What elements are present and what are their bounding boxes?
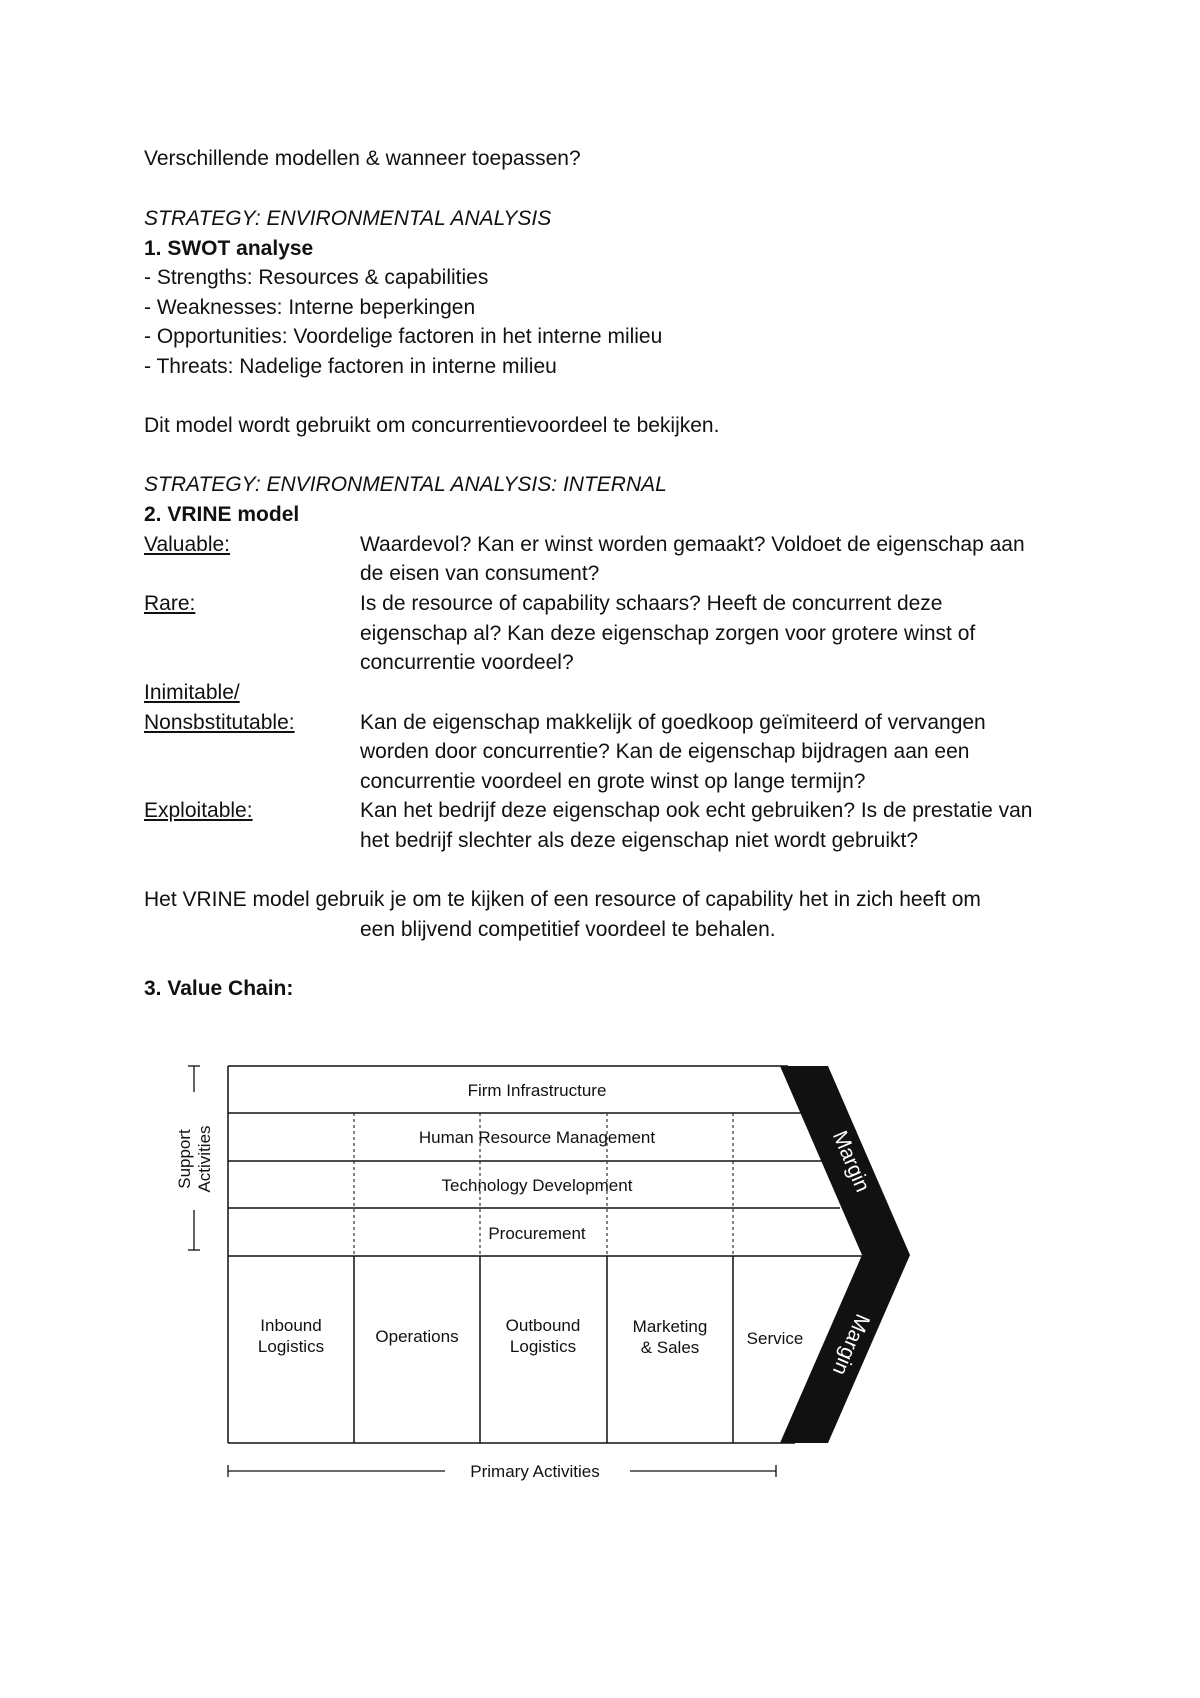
section2-conclusion-2: een blijvend competitief voordeel te behalen. — [360, 918, 776, 941]
swot-item-weaknesses: - Weaknesses: Interne beperkingen — [144, 296, 476, 319]
vrine-def-valuable-1: Waardevol? Kan er winst worden gemaakt? Voldoet de eigenschap aan — [360, 533, 1025, 556]
vrine-def-inimitable-3: concurrentie voordeel en grote winst op lange termijn? — [360, 770, 866, 793]
section3-title: 3. Value Chain: — [144, 977, 294, 1000]
value-chain-diagram — [150, 1040, 930, 1500]
support-row-technology: Technology Development — [441, 1176, 633, 1195]
primary-cell-marketing-1: Marketing — [632, 1317, 708, 1336]
vrine-def-inimitable-2: worden door concurrentie? Kan de eigenschap bijdragen aan een — [360, 740, 970, 763]
vrine-def-rare-3: concurrentie voordeel? — [360, 651, 574, 674]
section2-conclusion-1: Het VRINE model gebruik je om te kijken of een resource of capability het in zich heeft om — [144, 888, 981, 911]
swot-item-strengths: - Strengths: Resources & capabilities — [144, 266, 489, 289]
primary-cell-outbound-1: Outbound — [505, 1316, 581, 1335]
vrine-term-inimitable-2: Nonsbstitutable: — [144, 711, 295, 734]
primary-cell-operations: Operations — [375, 1327, 459, 1346]
support-activities-label-2: Activities — [195, 1125, 214, 1193]
swot-item-threats: - Threats: Nadelige factoren in interne milieu — [144, 355, 557, 378]
support-row-firm-infrastructure: Firm Infrastructure — [467, 1081, 607, 1100]
primary-cell-inbound-2: Logistics — [257, 1337, 325, 1356]
section1-category: STRATEGY: ENVIRONMENTAL ANALYSIS — [144, 207, 552, 230]
vrine-def-rare-1: Is de resource of capability schaars? Heeft de concurrent deze — [360, 592, 943, 615]
section1-title: 1. SWOT analyse — [144, 237, 314, 260]
support-row-procurement: Procurement — [488, 1224, 586, 1243]
support-activities-label-1: Support — [175, 1129, 194, 1189]
section2-title: 2. VRINE model — [144, 503, 300, 526]
primary-cell-marketing-2: & Sales — [640, 1338, 700, 1357]
vrine-term-exploitable: Exploitable: — [144, 799, 253, 822]
vrine-def-valuable-2: de eisen van consument? — [360, 562, 600, 585]
vrine-def-inimitable-1: Kan de eigenschap makkelijk of goedkoop geïmiteerd of vervangen — [360, 711, 986, 734]
support-row-hrm: Human Resource Management — [418, 1128, 656, 1147]
value-chain-grid — [228, 1066, 870, 1443]
primary-cell-outbound-2: Logistics — [509, 1337, 577, 1356]
vrine-def-exploitable-2: het bedrijf slechter als deze eigenschap niet wordt gebruikt? — [360, 829, 918, 852]
margin-chevron — [780, 1066, 910, 1443]
swot-item-opportunities: - Opportunities: Voordelige factoren in het interne milieu — [144, 325, 663, 348]
vrine-term-valuable: Valuable: — [144, 533, 231, 556]
page-heading: Verschillende modellen & wanneer toepassen? — [144, 147, 581, 170]
primary-cell-service: Service — [746, 1329, 804, 1348]
section2-category: STRATEGY: ENVIRONMENTAL ANALYSIS: INTERNAL — [144, 473, 667, 496]
primary-cell-inbound-1: Inbound — [260, 1316, 322, 1335]
vrine-term-rare: Rare: — [144, 592, 196, 615]
margin-label-bottom: Margin — [827, 1310, 875, 1379]
vrine-term-inimitable-1: Inimitable/ — [144, 681, 240, 704]
vrine-def-exploitable-1: Kan het bedrijf deze eigenschap ook echt gebruiken? Is de prestatie van — [360, 799, 1033, 822]
margin-label-top: Margin — [827, 1127, 875, 1196]
section1-conclusion: Dit model wordt gebruikt om concurrentievoordeel te bekijken. — [144, 414, 720, 437]
vrine-def-rare-2: eigenschap al? Kan deze eigenschap zorgen voor grotere winst of — [360, 622, 976, 645]
primary-activities-label: Primary Activities — [470, 1462, 600, 1481]
